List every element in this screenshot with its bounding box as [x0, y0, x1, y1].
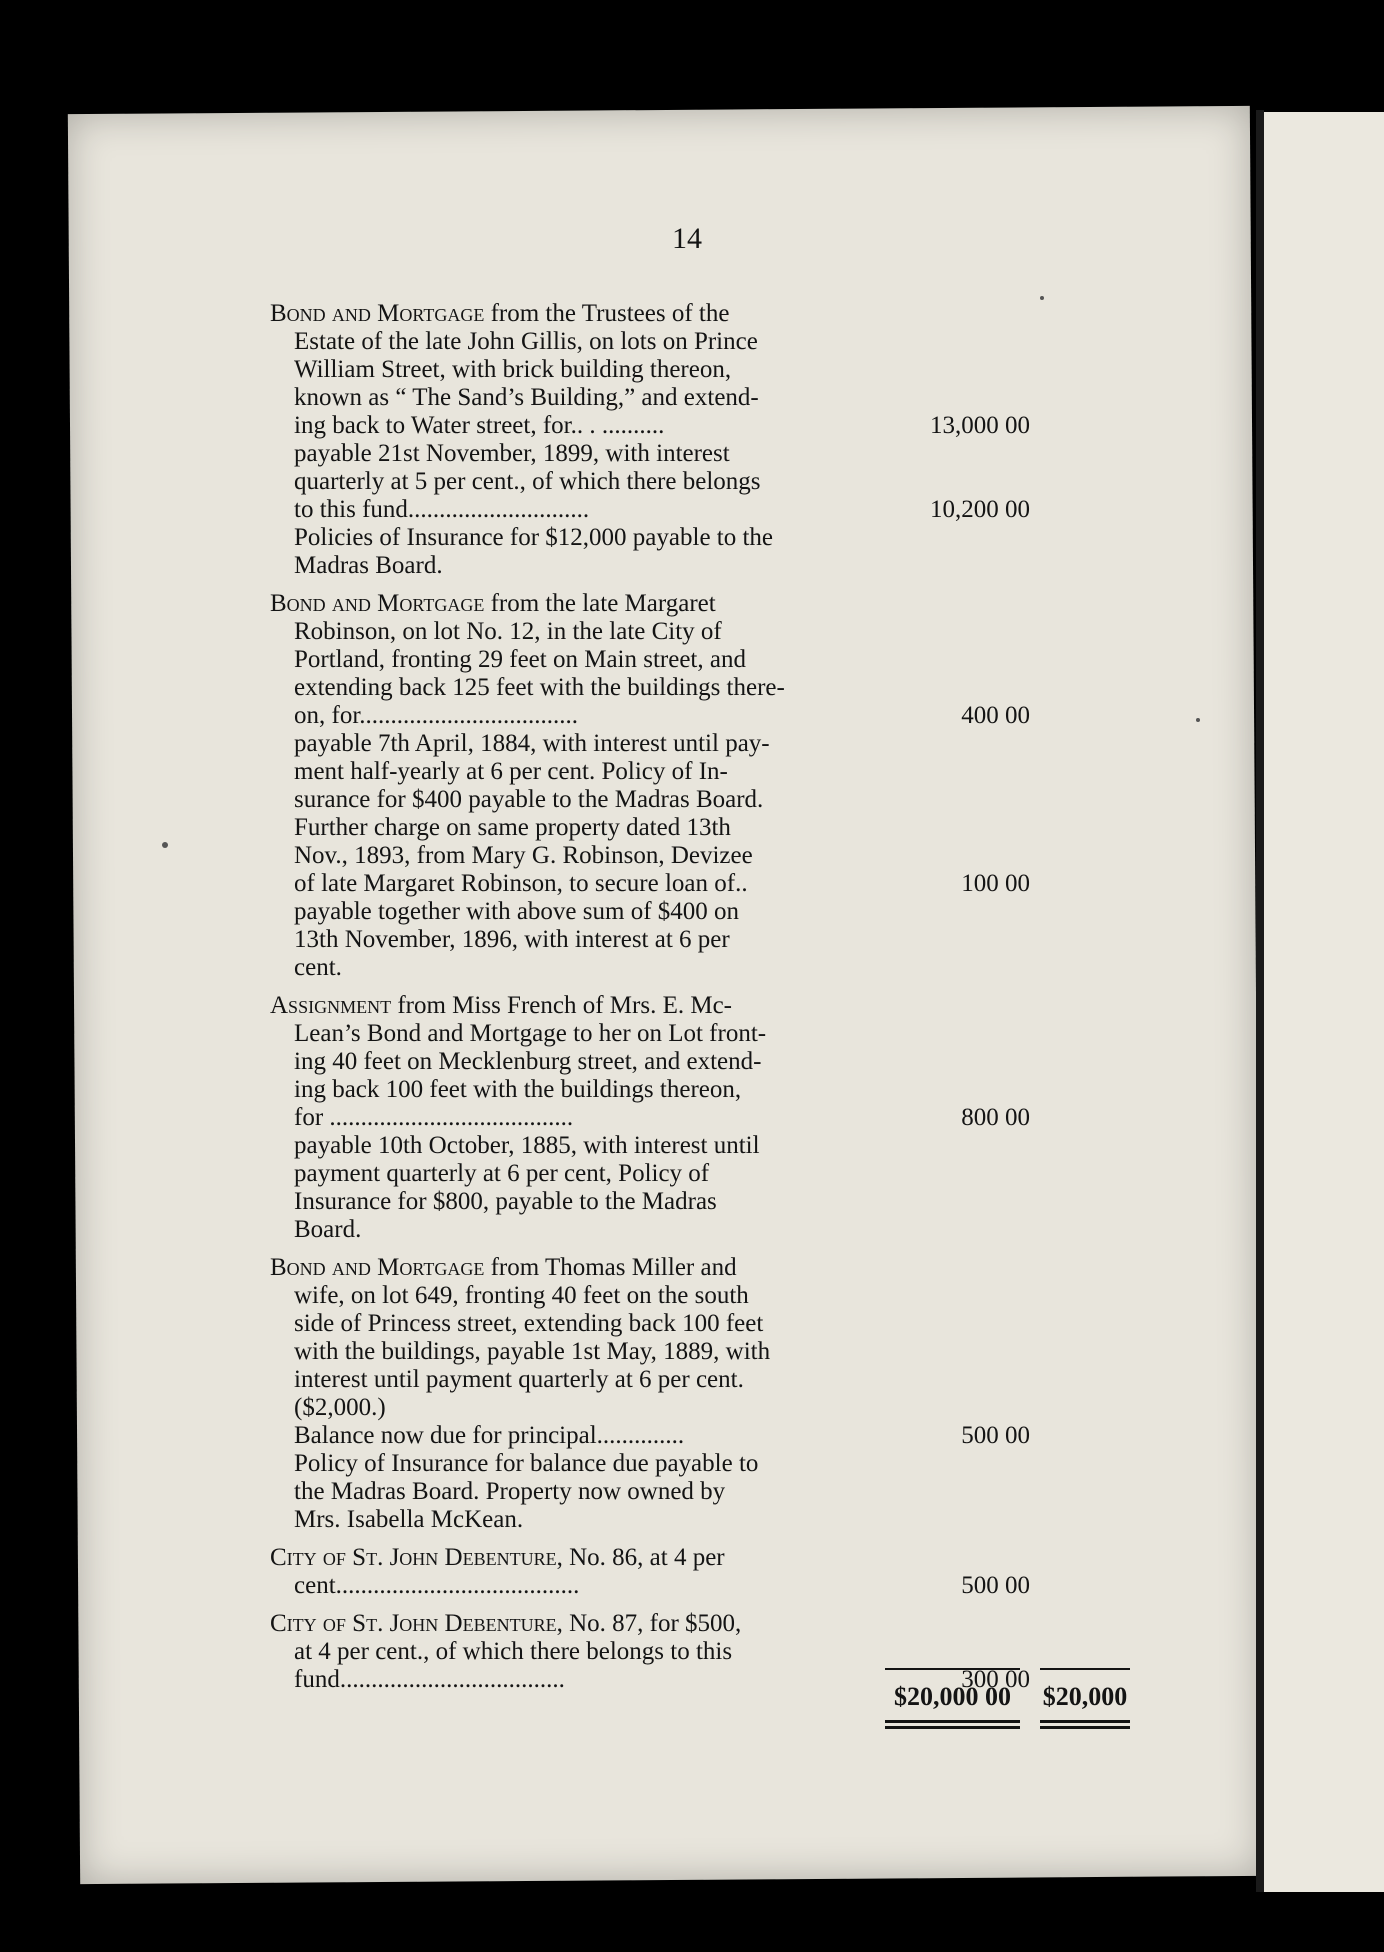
entry-line — [270, 384, 1130, 412]
entry-text: from the Trustees of the — [484, 300, 730, 327]
paper-speck — [1040, 296, 1044, 300]
entry-line — [270, 552, 1130, 580]
entry-line-text — [294, 1394, 894, 1422]
entry-text: surance for $400 payable to the Madras Board. — [294, 786, 764, 813]
entry-line-text — [294, 1132, 894, 1160]
entry-line-text — [294, 898, 894, 926]
entry-text: Nov., 1893, from Mary G. Robinson, Devizee — [294, 842, 753, 869]
entry-text: Policies of Insurance for $12,000 payable to the — [294, 524, 774, 551]
entry-line-text — [294, 674, 894, 702]
entry-text: cent....................................... — [294, 1572, 580, 1599]
entry-text: for ....................................... — [294, 1104, 574, 1131]
entry-line — [270, 468, 1130, 496]
entry-line — [270, 1544, 1130, 1572]
entry-text: from Miss French of Mrs. E. Mc- — [391, 992, 732, 1019]
entry-line — [270, 870, 1130, 898]
total-amount-column-1 — [885, 1668, 1020, 1729]
entry-line-text — [294, 1048, 894, 1076]
entry-heading: Bond and Mortgage — [270, 590, 485, 617]
entry-line-text — [294, 1506, 894, 1534]
entry-line-text — [294, 646, 894, 674]
entry-line — [270, 730, 1130, 758]
paper-speck — [162, 842, 168, 848]
entry-line-text — [270, 992, 870, 1020]
entry-text: ment half-yearly at 6 per cent. Policy of In- — [294, 758, 728, 785]
ledger-entries — [270, 300, 1130, 1704]
entry-line-text — [294, 468, 894, 496]
entry-line-text — [294, 702, 894, 730]
entry-line — [270, 328, 1130, 356]
entry-line — [270, 1310, 1130, 1338]
entry-line — [270, 842, 1130, 870]
entry-line-text — [270, 300, 870, 328]
entry-line — [270, 496, 1130, 524]
entry-text: to this fund............................. — [294, 496, 590, 523]
entry-line-text — [270, 1544, 870, 1572]
entry-amount: 400 00 — [961, 702, 1030, 729]
entry-line — [270, 1132, 1130, 1160]
double-rule — [1040, 1720, 1130, 1729]
entry-line — [270, 412, 1130, 440]
entry-line-text — [270, 590, 870, 618]
entry-line-text — [294, 440, 894, 468]
entry-amount: 10,200 00 — [930, 496, 1030, 523]
entry-text: the Madras Board. Property now owned by — [294, 1478, 726, 1505]
entry-amount: 100 00 — [961, 870, 1030, 897]
entry-line — [270, 1254, 1130, 1282]
entry-line — [270, 1610, 1130, 1638]
entry-line-text — [294, 412, 894, 440]
entry-text: at 4 per cent., of which there belongs to this — [294, 1638, 733, 1665]
entry-line-text — [294, 1572, 894, 1600]
entry-amount: 500 00 — [961, 1422, 1030, 1449]
entry-line-text — [294, 1338, 894, 1366]
ledger-entry — [270, 300, 1130, 580]
entry-text: extending back 125 feet with the buildings there- — [294, 674, 785, 701]
entry-text: interest until payment quarterly at 6 per cent. — [294, 1366, 744, 1393]
entry-line-text — [294, 730, 894, 758]
entry-line-text — [294, 1478, 894, 1506]
entry-text: Further charge on same property dated 13th — [294, 814, 731, 841]
entry-text: payable 10th October, 1885, with interest until — [294, 1132, 760, 1159]
entry-line — [270, 1188, 1130, 1216]
entry-text: Lean’s Bond and Mortgage to her on Lot front- — [294, 1020, 767, 1047]
entry-line-text — [294, 1282, 894, 1310]
entry-line-text — [294, 1310, 894, 1338]
entry-text: Mrs. Isabella McKean. — [294, 1506, 524, 1533]
entry-text: Estate of the late John Gillis, on lots on Prince — [294, 328, 758, 355]
entry-line-text — [294, 1666, 894, 1694]
entry-line — [270, 1478, 1130, 1506]
entry-text: side of Princess street, extending back 100 feet — [294, 1310, 764, 1337]
entry-text: cent. — [294, 954, 342, 981]
entry-line-text — [294, 1366, 894, 1394]
entry-line — [270, 1020, 1130, 1048]
entry-line-text — [294, 1216, 894, 1244]
total-amount-1-text: $20,000 00 — [894, 1682, 1011, 1711]
entry-line — [270, 992, 1130, 1020]
entry-text: ing 40 feet on Mecklenburg street, and extend- — [294, 1048, 762, 1075]
double-rule — [885, 1720, 1020, 1729]
entry-line — [270, 1048, 1130, 1076]
entry-line-text — [270, 1610, 870, 1638]
entry-line-text — [294, 1160, 894, 1188]
entry-line — [270, 590, 1130, 618]
entry-line — [270, 300, 1130, 328]
entry-text: ($2,000.) — [294, 1394, 386, 1421]
entry-heading: City of St. John Debenture — [270, 1544, 557, 1571]
facing-page-edge — [1264, 112, 1384, 1892]
entry-line — [270, 1394, 1130, 1422]
entry-text: Portland, fronting 29 feet on Main street, and — [294, 646, 746, 673]
entry-line-text — [294, 1188, 894, 1216]
entry-line-text — [270, 1254, 870, 1282]
entry-line-text — [294, 1104, 894, 1132]
entry-line-text — [294, 926, 894, 954]
entry-amount: 300 00 — [961, 1666, 1030, 1693]
entry-text: from the late Margaret — [484, 590, 716, 617]
entry-line — [270, 1366, 1130, 1394]
entry-text: ing back to Water street, for.. . .......... — [294, 412, 665, 439]
entry-line-text — [294, 758, 894, 786]
entry-line-text — [294, 842, 894, 870]
entry-line — [270, 954, 1130, 982]
ledger-entry — [270, 992, 1130, 1244]
entry-line — [270, 758, 1130, 786]
entry-heading: Bond and Mortgage — [270, 1254, 485, 1281]
entry-text: fund.................................... — [294, 1666, 565, 1693]
entry-line — [270, 1160, 1130, 1188]
entry-line — [270, 1572, 1130, 1600]
entry-line — [270, 702, 1130, 730]
entry-text: on, for................................... — [294, 702, 579, 729]
entry-amount: 500 00 — [961, 1572, 1030, 1599]
entry-text: ing back 100 feet with the buildings thereon, — [294, 1076, 742, 1103]
total-amount-2-text: $20,000 — [1042, 1682, 1128, 1711]
entry-line-text — [294, 1638, 894, 1666]
entry-text: of late Margaret Robinson, to secure loan of.. — [294, 870, 748, 897]
entry-line-text — [294, 954, 894, 982]
entry-line-text — [294, 814, 894, 842]
entry-line — [270, 1216, 1130, 1244]
entry-text: payable together with above sum of $400 on — [294, 898, 740, 925]
entry-text: from Thomas Miller and — [484, 1254, 737, 1281]
entry-line-text — [294, 786, 894, 814]
entry-line — [270, 1422, 1130, 1450]
entry-text: Insurance for $800, payable to the Madras — [294, 1188, 717, 1215]
entry-text: with the buildings, payable 1st May, 1889, with — [294, 1338, 771, 1365]
entry-heading: City of St. John Debenture — [270, 1610, 557, 1637]
entry-line-text — [294, 356, 894, 384]
entry-text: payment quarterly at 6 per cent, Policy of — [294, 1160, 710, 1187]
entry-text: known as “ The Sand’s Building,” and extend- — [294, 384, 759, 411]
total-amount-column-2 — [1040, 1668, 1130, 1729]
entry-line-text — [294, 618, 894, 646]
entry-line — [270, 356, 1130, 384]
entry-line — [270, 926, 1130, 954]
entry-text: Madras Board. — [294, 552, 443, 579]
entry-text: wife, on lot 649, fronting 40 feet on the south — [294, 1282, 749, 1309]
entry-heading: Bond and Mortgage — [270, 300, 485, 327]
entry-text: , No. 87, for $500, — [556, 1610, 742, 1637]
entry-line-text — [294, 384, 894, 412]
entry-line — [270, 1104, 1130, 1132]
entry-line — [270, 1076, 1130, 1104]
entry-line — [270, 1282, 1130, 1310]
entry-text: , No. 86, at 4 per — [556, 1544, 725, 1571]
entry-amount: 13,000 00 — [930, 412, 1030, 439]
entry-line — [270, 524, 1130, 552]
entry-line-text — [294, 524, 894, 552]
entry-line-text — [294, 1020, 894, 1048]
ledger-entry — [270, 1254, 1130, 1534]
entry-text: payable 7th April, 1884, with interest until pay- — [294, 730, 770, 757]
entry-heading: Assignment — [270, 992, 392, 1019]
entry-text: 13th November, 1896, with interest at 6 per — [294, 926, 730, 953]
paper-speck — [1196, 718, 1200, 722]
entry-text: Policy of Insurance for balance due payable to — [294, 1450, 759, 1477]
entry-text: Robinson, on lot No. 12, in the late City of — [294, 618, 722, 645]
entry-text: quarterly at 5 per cent., of which there belongs — [294, 468, 761, 495]
entry-line — [270, 1338, 1130, 1366]
entry-text: William Street, with brick building thereon, — [294, 356, 732, 383]
entry-amount: 800 00 — [961, 1104, 1030, 1131]
entry-line-text — [294, 552, 894, 580]
entry-line — [270, 814, 1130, 842]
entry-line — [270, 1506, 1130, 1534]
ledger-entry — [270, 590, 1130, 982]
entry-line — [270, 786, 1130, 814]
entry-line-text — [294, 328, 894, 356]
entry-text: Balance now due for principal.............. — [294, 1422, 685, 1449]
entry-line — [270, 1450, 1130, 1478]
entry-line-text — [294, 496, 894, 524]
entry-line — [270, 646, 1130, 674]
entry-text: payable 21st November, 1899, with interest — [294, 440, 730, 467]
entry-line — [270, 440, 1130, 468]
entry-line — [270, 898, 1130, 926]
page-number: 14 — [672, 222, 702, 255]
entry-line-text — [294, 1422, 894, 1450]
entry-text: Board. — [294, 1216, 362, 1243]
entry-line-text — [294, 870, 894, 898]
entry-line — [270, 1638, 1130, 1666]
entry-line-text — [294, 1076, 894, 1104]
entry-line — [270, 674, 1130, 702]
page-gutter — [1256, 110, 1264, 1892]
ledger-entry — [270, 1544, 1130, 1600]
entry-line — [270, 618, 1130, 646]
entry-line-text — [294, 1450, 894, 1478]
